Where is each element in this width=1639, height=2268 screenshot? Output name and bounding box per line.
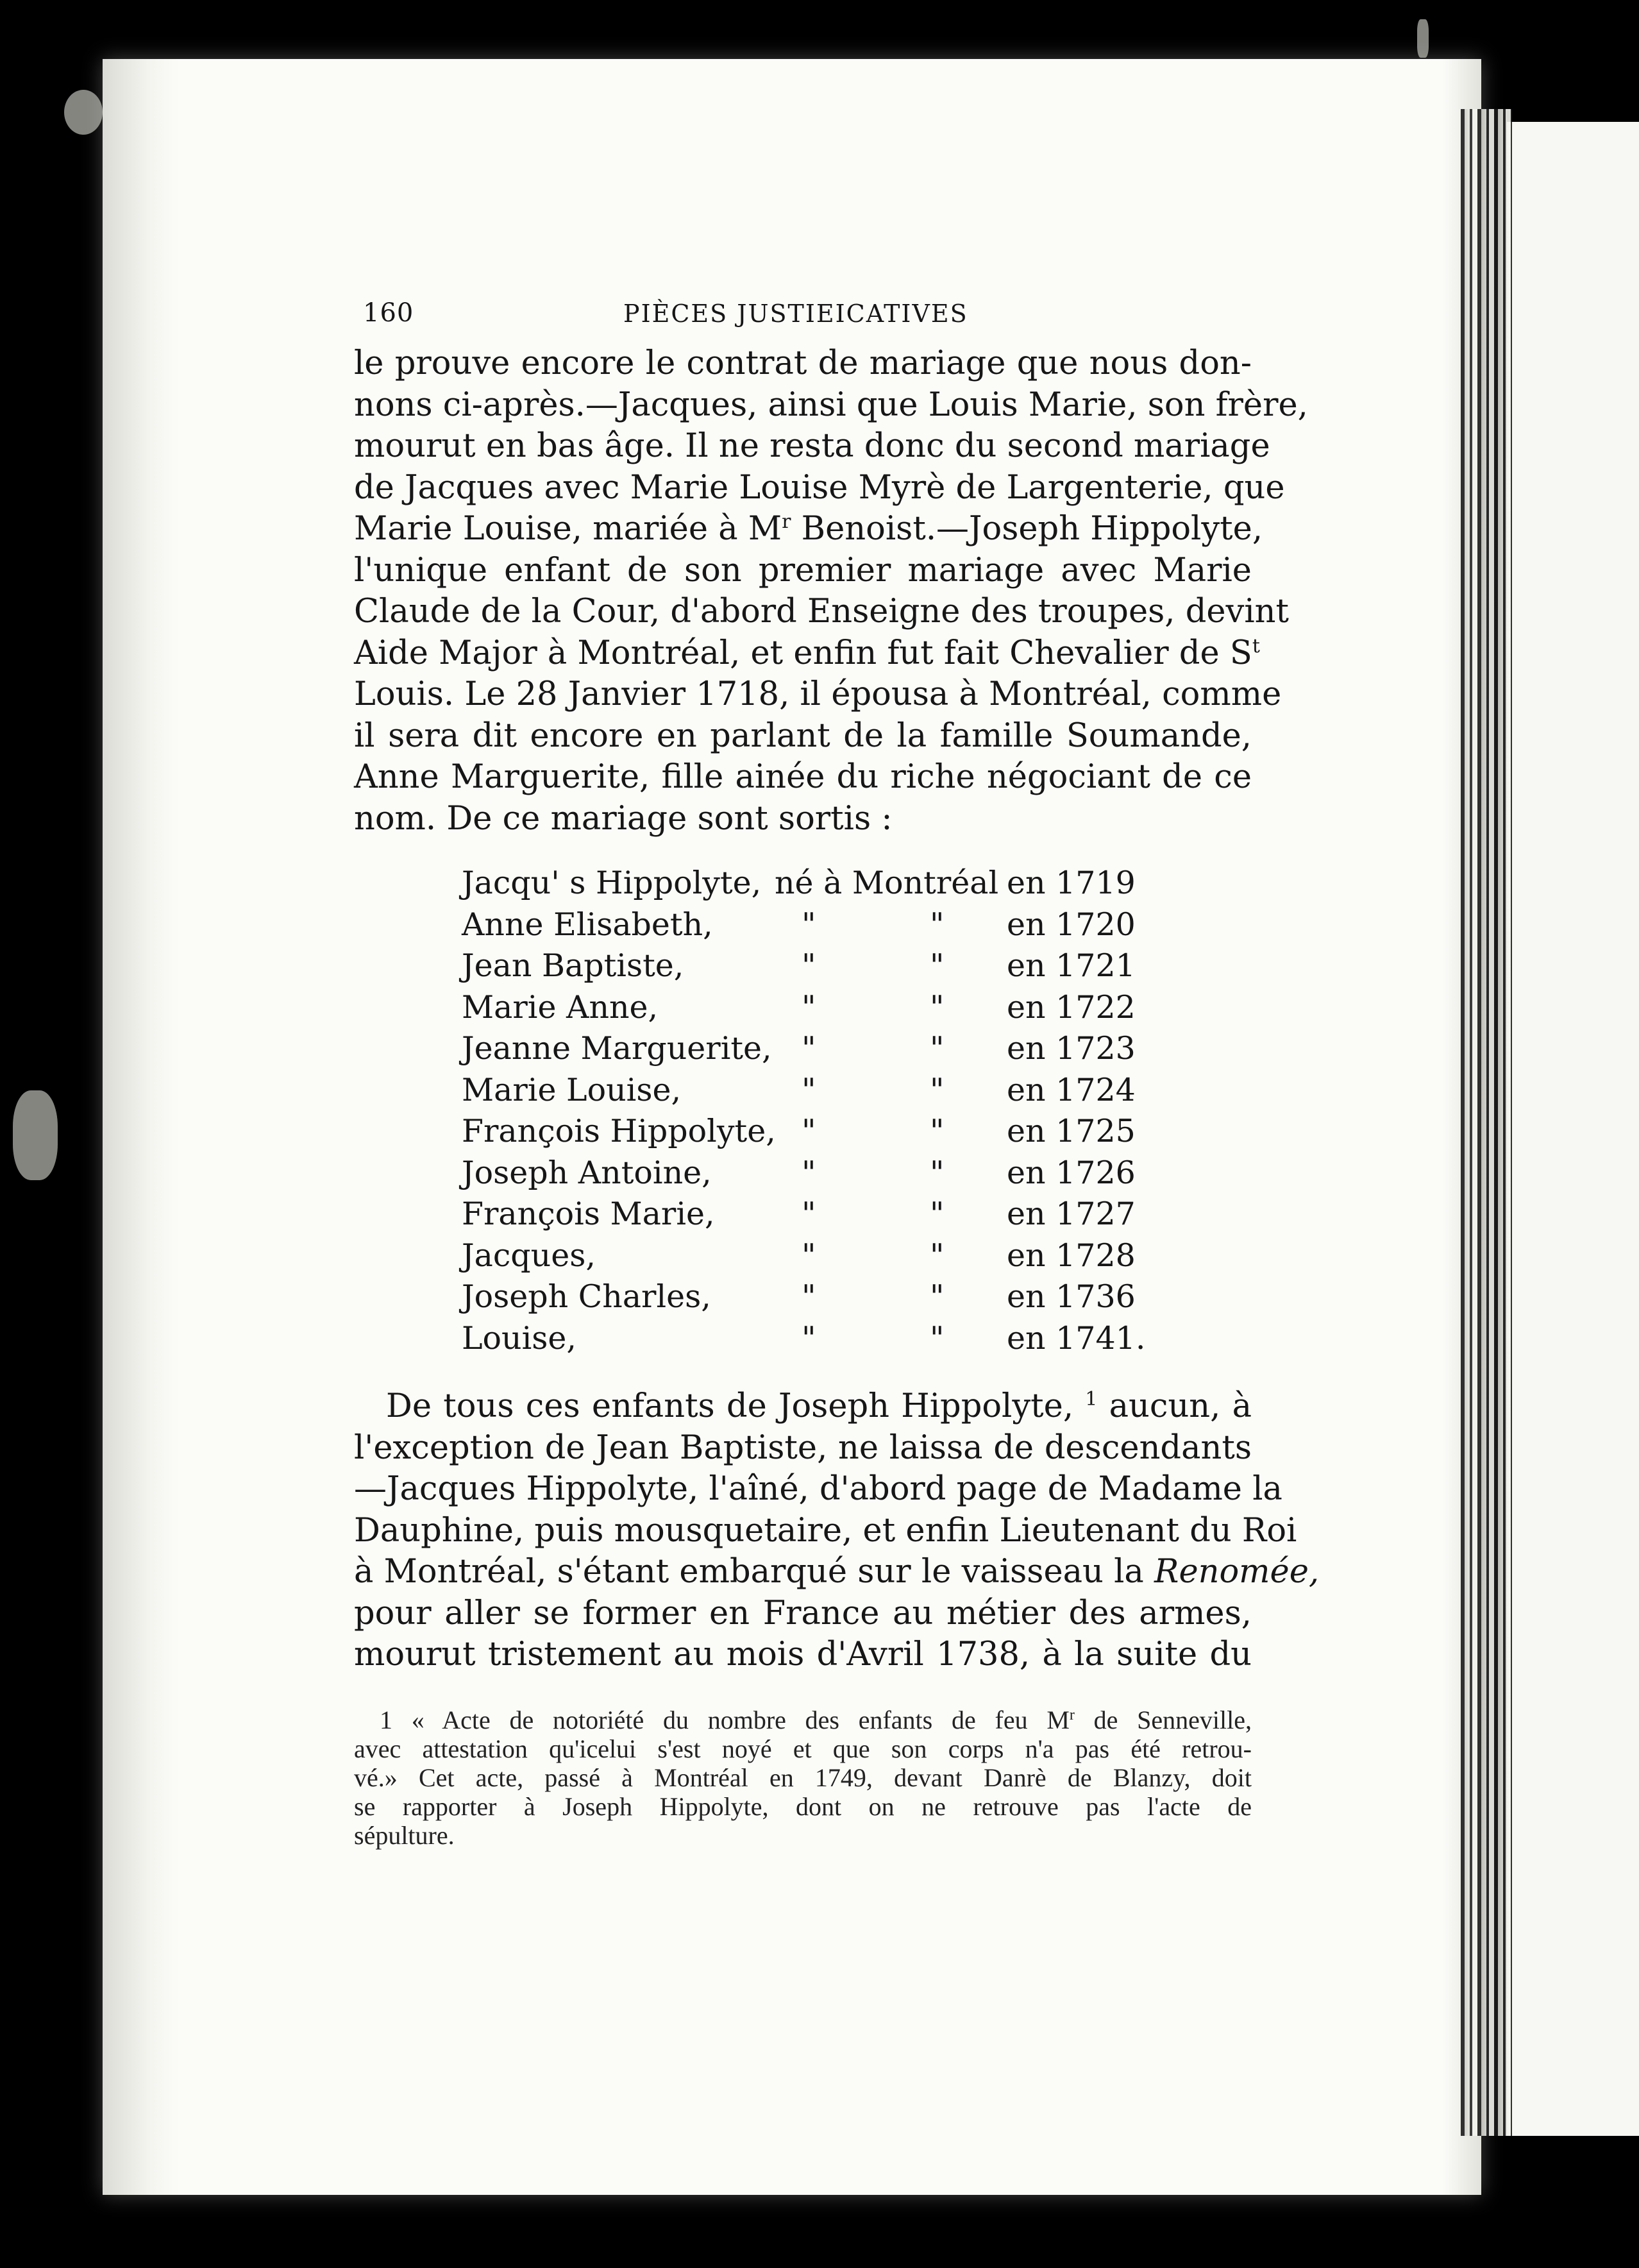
text-run: aucun, à (1097, 1387, 1252, 1425)
child-row (462, 1235, 1173, 1277)
superscript: r (1069, 1706, 1075, 1723)
birth-year: en 1724 (1007, 1071, 1136, 1108)
birth-year: en 1728 (1007, 1237, 1136, 1274)
text-run: à Montréal, s'étant embarqué sur le vaisseau la (354, 1553, 1144, 1591)
paragraph (354, 1386, 1320, 1676)
text-run: Marie Louise, mariée à M (354, 510, 782, 548)
text-line: de Jacques avec Marie Louise Myrè de Largenterie, que (354, 468, 1285, 507)
ditto-mark: " (802, 988, 816, 1026)
birth-year: en 1726 (1007, 1154, 1136, 1191)
child-row (462, 1153, 1173, 1194)
child-row (462, 1028, 1173, 1070)
child-row (462, 945, 1173, 987)
child-row (462, 1318, 1173, 1360)
page-text (354, 292, 1320, 1850)
superscript: r (782, 511, 791, 533)
text-line: mourut tristement au mois d'Avril 1738, à la suite du (354, 1636, 1252, 1673)
text-line (354, 1552, 1320, 1593)
ditto-mark: " (802, 906, 816, 943)
footnote-reference: 1 (1085, 1388, 1098, 1410)
child-name: Marie Anne, (462, 988, 659, 1026)
page-number: 160 (363, 298, 414, 328)
birth-year: en 1721 (1007, 947, 1136, 984)
text-line: le prouve encore le contrat de mariage que nous don- (354, 344, 1252, 382)
text-line: nom. De ce mariage sont sortis : (354, 799, 893, 838)
ditto-mark: " (930, 1319, 945, 1357)
text-line: il sera dit encore en parlant de la famille Soumande, (354, 716, 1252, 755)
ditto-mark: " (802, 1030, 816, 1067)
birth-year: en 1720 (1007, 906, 1136, 943)
text-line (354, 633, 1260, 675)
facing-page-edge (1507, 122, 1639, 2136)
ditto-mark: " (930, 1278, 945, 1315)
birth-year: en 1725 (1007, 1113, 1136, 1149)
text-line: l'unique enfant de son premier mariage avec Marie (354, 551, 1252, 589)
children-list (462, 863, 1173, 1359)
paragraph (354, 343, 1308, 840)
birth-year: en 1719 (1007, 865, 1136, 901)
child-row (462, 1276, 1173, 1318)
footnote-line: vé.» Cet acte, passé à Montréal en 1749, devant Danrè de Blanzy, doit (354, 1763, 1252, 1792)
child-name: François Hippolyte, (462, 1113, 776, 1149)
child-row (462, 904, 1173, 946)
child-name: Joseph Charles, (462, 1278, 711, 1315)
text-run: 1 « Acte de notoriété du nombre des enfants de feu M (380, 1705, 1070, 1734)
text-line (354, 1386, 1252, 1428)
scan-speck (64, 90, 103, 135)
text-line: —Jacques Hippolyte, l'aîné, d'abord page de Madame la (354, 1470, 1282, 1508)
birth-year: en 1727 (1007, 1196, 1136, 1232)
ditto-mark: " (802, 947, 816, 984)
scan-speck (1417, 19, 1429, 58)
text-line: l'exception de Jean Baptiste, ne laissa de descendants (354, 1428, 1252, 1467)
child-name: François Marie, (462, 1196, 715, 1232)
ditto-mark: " (802, 1237, 816, 1274)
child-name: Anne Elisabeth, (462, 906, 713, 943)
ditto-mark: " (930, 906, 945, 943)
ditto-mark: " (930, 1154, 945, 1191)
text-run: de Senneville, (1074, 1705, 1252, 1734)
child-row (462, 1194, 1173, 1235)
running-head (354, 292, 1252, 343)
footnote-line: sépulture. (354, 1820, 455, 1850)
birth-year: en 1723 (1007, 1030, 1136, 1067)
ditto-mark: " (930, 1113, 945, 1149)
footnote (354, 1705, 1252, 1850)
birth-place: né à Montréal (775, 865, 999, 901)
text-line: Claude de la Cour, d'abord Enseigne des troupes, devint (354, 593, 1290, 630)
text-line (354, 509, 1263, 550)
child-name: Jeanne Marguerite, (462, 1030, 772, 1067)
ditto-mark: " (930, 1237, 945, 1274)
ditto-mark: " (930, 1071, 945, 1108)
text-line: pour aller se former en France au métier des armes, (354, 1594, 1252, 1632)
child-row (462, 863, 1173, 904)
birth-year: en 1736 (1007, 1278, 1136, 1315)
page-stack-edges (1461, 109, 1512, 2136)
birth-year: en 1741. (1007, 1319, 1146, 1357)
superscript: t (1252, 634, 1260, 657)
footnote-line (354, 1705, 1252, 1734)
child-name: Joseph Antoine, (462, 1154, 712, 1191)
ditto-mark: " (802, 1196, 816, 1232)
scan-speck (13, 1090, 58, 1180)
text-run: Aide Major à Montréal, et enfin fut fait Chevalier de S (354, 634, 1252, 672)
child-row (462, 987, 1173, 1029)
child-name: Jacqu' s Hippolyte, (462, 865, 762, 901)
text-run: Benoist.—Joseph Hippolyte, (791, 510, 1263, 548)
text-line: Dauphine, puis mousquetaire, et enfin Lieutenant du Roi (354, 1511, 1297, 1550)
text-line: Anne Marguerite, fille ainée du riche négociant de ce (354, 758, 1252, 796)
child-name: Louise, (462, 1319, 576, 1357)
birth-year: en 1722 (1007, 988, 1136, 1026)
ditto-mark: " (802, 1154, 816, 1191)
ditto-mark: " (802, 1071, 816, 1108)
child-name: Marie Louise, (462, 1071, 682, 1108)
child-row (462, 1070, 1173, 1112)
child-name: Jacques, (462, 1237, 596, 1274)
footnote-line: se rapporter à Joseph Hippolyte, dont on ne retrouve pas l'acte de (354, 1791, 1252, 1821)
footnote-line: avec attestation qu'icelui s'est noyé et que son corps n'a pas été retrou- (354, 1734, 1252, 1763)
ditto-mark: " (802, 1113, 816, 1149)
ditto-mark: " (930, 1196, 945, 1232)
text-line: nons ci-après.—Jacques, ainsi que Louis Marie, son frère, (354, 385, 1308, 424)
ditto-mark: " (802, 1319, 816, 1357)
running-title: PIÈCES JUSTIEICATIVES (623, 300, 968, 328)
ditto-mark: " (930, 1030, 945, 1067)
ditto-mark: " (802, 1278, 816, 1315)
ditto-mark: " (930, 947, 945, 984)
child-name: Jean Baptiste, (462, 947, 684, 984)
text-line: mourut en bas âge. Il ne resta donc du second mariage (354, 427, 1270, 465)
child-row (462, 1111, 1173, 1153)
text-line: Louis. Le 28 Janvier 1718, il épousa à Montréal, comme (354, 675, 1282, 713)
ditto-mark: " (930, 988, 945, 1026)
ship-name: Renomée, (1154, 1553, 1320, 1591)
text-run: De tous ces enfants de Joseph Hippolyte, (386, 1387, 1074, 1425)
